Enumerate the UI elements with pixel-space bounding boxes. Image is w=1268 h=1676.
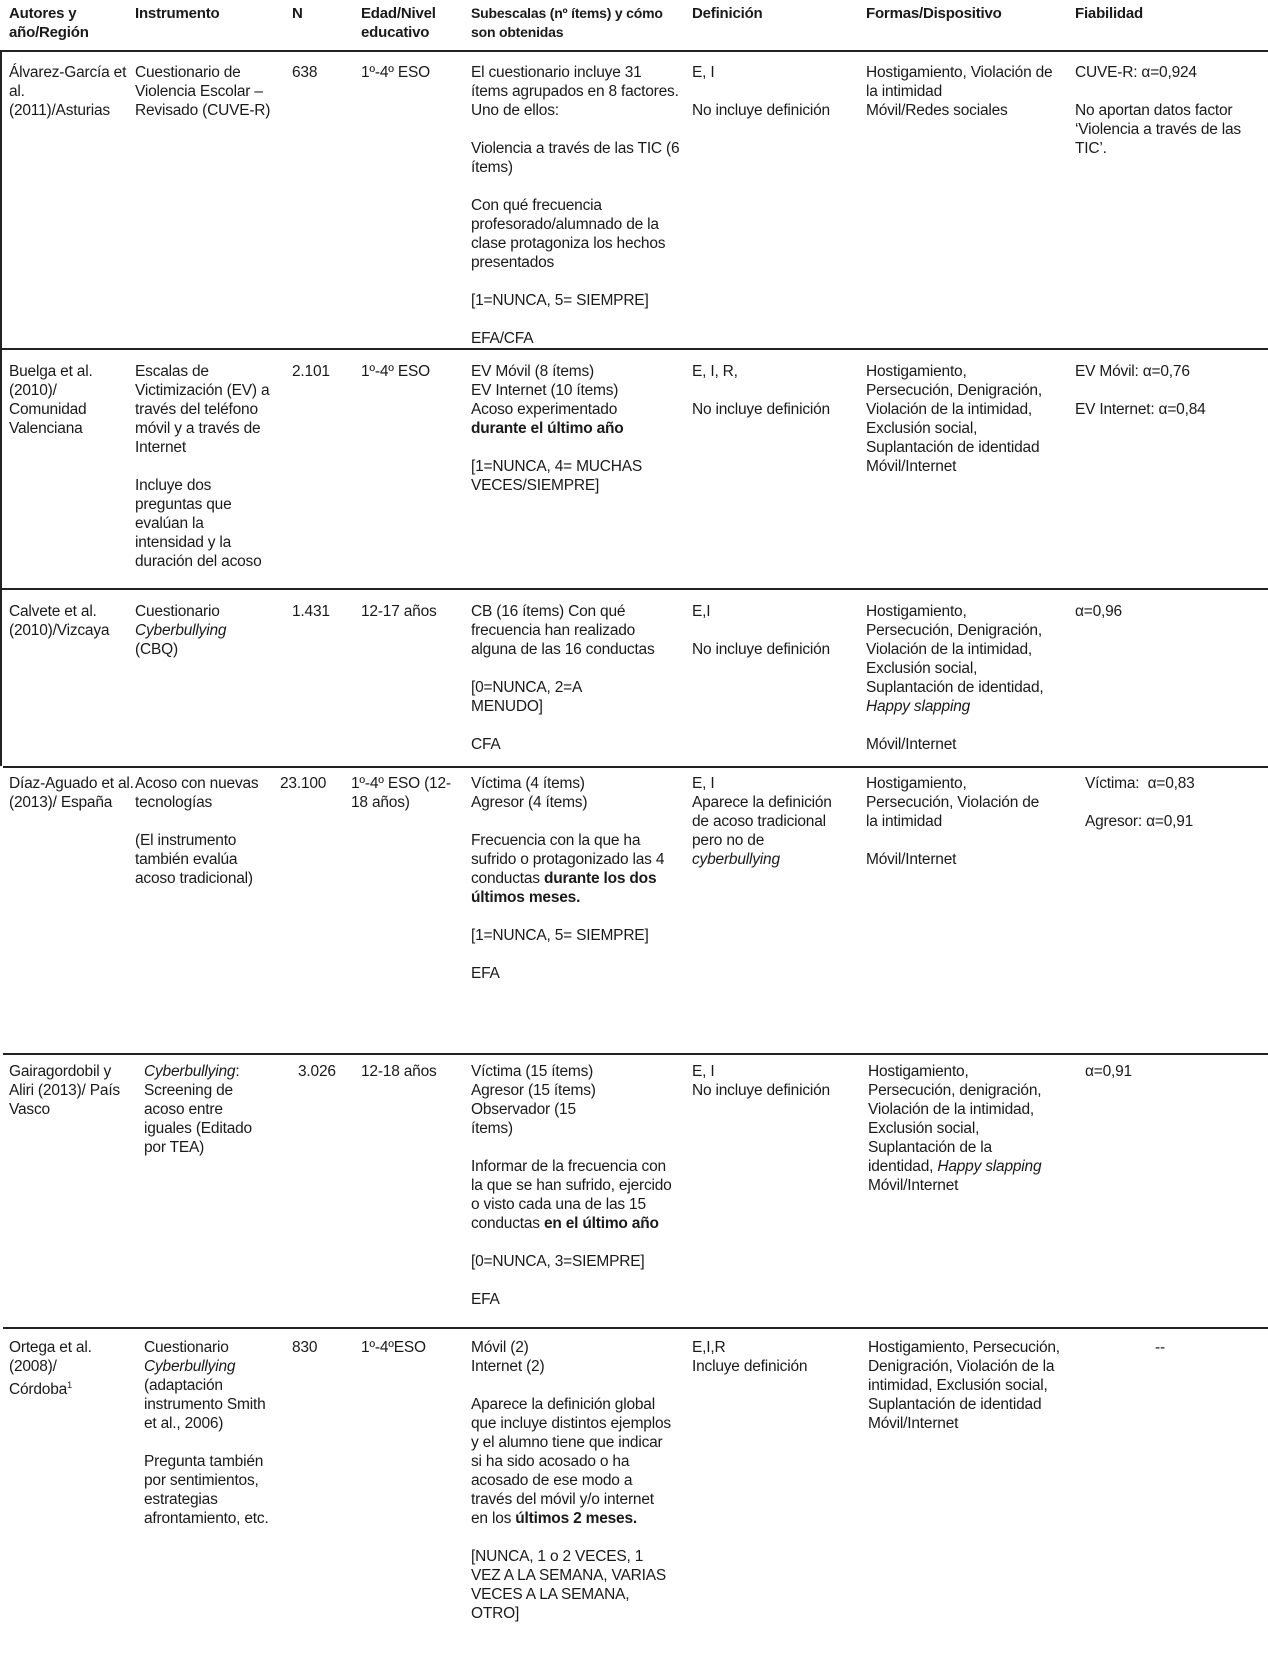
cell-fiabilidad: -- — [1155, 1339, 1165, 1356]
fiabilidad-value: Agresor: α=0,91 — [1085, 813, 1194, 830]
formas-list: Hostigamiento, Persecución, Denigración, Violación de la intimidad, Exclusión social, Suplantación de identidad, — [866, 603, 1044, 696]
header-divider — [0, 50, 1268, 52]
cell-subescalas — [471, 63, 681, 348]
definicion-body: Aparece la definición de acoso tradicional pero no de — [692, 794, 832, 849]
formas-italic: Happy slapping — [937, 1158, 1042, 1175]
cell-n: 3.026 — [298, 1063, 336, 1080]
definicion-code: E, I, R, — [692, 363, 738, 380]
subescalas-method: EFA — [471, 965, 500, 982]
cell-instrumento — [135, 602, 270, 659]
subescalas-items: Móvil (2) Internet (2) — [471, 1339, 545, 1375]
formas-device: Móvil/Redes sociales — [866, 102, 1008, 119]
definicion-code: E, I — [692, 1063, 715, 1080]
cell-autores: Buelga et al. (2010)/ Comunidad Valenciana — [9, 363, 93, 437]
subescalas-scale: [0=NUNCA, 2=A MENUDO] — [471, 679, 582, 715]
cell-formas — [866, 602, 1056, 754]
definicion-text: No incluye definición — [692, 102, 830, 119]
instrumento-note: Incluye dos preguntas que evalúan la intensidad y la duración del acoso — [135, 477, 262, 570]
subescalas-text — [471, 1395, 671, 1528]
formas-device: Móvil/Internet — [866, 458, 957, 475]
instrumento-abbr: (CBQ) — [135, 641, 178, 658]
cell-formas — [866, 63, 1066, 120]
definicion-text: No incluye definición — [692, 1082, 830, 1099]
left-border — [0, 588, 2, 766]
period-emphasis: últimos 2 meses. — [515, 1510, 637, 1527]
subescalas-text — [471, 831, 681, 907]
cell-definicion — [692, 602, 862, 659]
header-autores: Autores y año/Región — [9, 5, 89, 41]
instrumento-italic: Cyberbullying — [144, 1063, 236, 1080]
definicion-text: No incluye definición — [692, 401, 830, 418]
cell-fiabilidad: α=0,91 — [1085, 1063, 1132, 1080]
cell-n: 23.100 — [280, 775, 327, 792]
cell-autores: Álvarez-García et al. (2011)/Asturias — [9, 64, 127, 119]
cell-instrumento — [135, 362, 270, 571]
instrumento-name — [144, 1338, 274, 1433]
subescalas-method: CFA — [471, 736, 501, 753]
header-fiabilidad: Fiabilidad — [1075, 5, 1144, 22]
formas-text: Hostigamiento, Persecución, Violación de la intimidad — [866, 775, 1040, 830]
question-text: Frecuencia con la que ha sufrido o protagonizado las 4 conductas — [471, 832, 665, 887]
formas-text: Hostigamiento, Violación de la intimidad — [866, 64, 1053, 100]
footnote-marker: 1 — [67, 1380, 72, 1390]
cell-formas — [868, 1338, 1063, 1433]
definicion-text: Incluye definición — [692, 1358, 808, 1375]
definicion-code: E,I,R — [692, 1339, 726, 1356]
fiabilidad-value: EV Móvil: α=0,76 — [1075, 363, 1190, 380]
cell-definicion — [692, 1062, 862, 1100]
definicion-code: E, I — [692, 64, 715, 81]
header-edad: Edad/Nivel educativo — [361, 5, 436, 41]
item-line: Acoso experimentado — [471, 401, 618, 418]
period-emphasis: durante los dos últimos meses. — [471, 870, 657, 906]
instrumento-note: (El instrumento también evalúa acoso tradicional) — [135, 832, 253, 887]
subescalas-items: Víctima (4 ítems) Agresor (4 ítems) — [471, 775, 588, 811]
instrumento-name: : Screening de acoso entre iguales (Editado por TEA) — [144, 1063, 252, 1156]
instrumento-italic: Cyberbullying — [135, 622, 227, 639]
row-divider — [3, 766, 1268, 768]
formas-list: Hostigamiento, Persecución, denigración, Violación de la intimidad, Exclusión social, Suplantación de la identidad, — [868, 1063, 1042, 1175]
header-instrumento: Instrumento — [135, 5, 220, 22]
question-text: Informar de la frecuencia con la que se han sufrido, ejercido o visto cada una de las 15 conductas — [471, 1158, 672, 1232]
autores-text: Ortega et al. (2008)/ Córdoba — [9, 1339, 92, 1399]
instrumento-name: Escalas de Victimización (EV) a través del teléfono móvil y a través de Internet — [135, 363, 270, 456]
cell-autores: Díaz-Aguado et al. (2013)/ España — [9, 775, 134, 811]
definicion-code: E,I — [692, 603, 711, 620]
formas-text: Hostigamiento, Persecución, Denigración, Violación de la intimidad, Exclusión social, Suplantación de identidad — [868, 1339, 1060, 1413]
instrumento-note: Pregunta también por sentimientos, estrategias afrontamiento, etc. — [144, 1453, 269, 1527]
cell-n: 1.431 — [292, 603, 330, 620]
cell-formas — [868, 1062, 1058, 1195]
cell-subescalas — [471, 1062, 681, 1309]
cell-autores: Gairagordobil y Aliri (2013)/ País Vasco — [9, 1063, 120, 1118]
cell-edad: 1º-4º ESO — [361, 64, 430, 81]
fiabilidad-value: CUVE-R: α=0,924 — [1075, 64, 1197, 81]
cell-n: 830 — [292, 1339, 318, 1356]
cell-fiabilidad — [1075, 362, 1268, 419]
formas-text — [866, 602, 1056, 716]
item-line: EV Internet (10 ítems) — [471, 382, 619, 399]
cell-edad: 1º-4º ESO — [361, 363, 430, 380]
subescalas-scale: [1=NUNCA, 5= SIEMPRE] — [471, 927, 649, 944]
subescalas-method: EFA — [471, 1291, 500, 1308]
instrumento-pre: Cuestionario — [144, 1339, 229, 1356]
subescalas-question: Con qué frecuencia profesorado/alumnado de la clase protagoniza los hechos presentados — [471, 197, 666, 271]
left-border — [0, 348, 2, 588]
table-header — [0, 4, 1268, 48]
instrumento-name: Acoso con nuevas tecnologías — [135, 775, 259, 811]
subescalas-factor: Violencia a través de las TIC (6 ítems) — [471, 140, 680, 176]
left-border — [0, 50, 2, 348]
cell-instrumento — [144, 1338, 274, 1528]
cell-formas — [866, 774, 1051, 869]
formas-device: Móvil/Internet — [866, 736, 957, 753]
cell-definicion — [692, 774, 842, 869]
fiabilidad-value: EV Internet: α=0,84 — [1075, 401, 1206, 418]
cell-subescalas — [471, 1338, 671, 1623]
cell-edad: 12-18 años — [361, 1063, 437, 1080]
cell-edad: 1º-4º ESO (12-18 años) — [351, 775, 451, 811]
item-line: EV Móvil (8 ítems) — [471, 363, 595, 380]
cell-autores: Calvete et al. (2010)/Vizcaya — [9, 603, 110, 639]
header-subescalas: Subescalas (nº ítems) y cómo son obtenidas — [471, 5, 663, 40]
subescalas-scale: [NUNCA, 1 o 2 VECES, 1 VEZ A LA SEMANA, VARIAS VECES A LA SEMANA, OTRO] — [471, 1548, 666, 1622]
cell-fiabilidad — [1085, 774, 1265, 831]
instrumento-name: Cuestionario — [135, 603, 220, 620]
cell-definicion — [692, 362, 862, 419]
instrumento-post: (adaptación instrumento Smith et al., 2006) — [144, 1377, 266, 1432]
period-emphasis: durante el último año — [471, 420, 624, 437]
header-formas: Formas/Dispositivo — [866, 5, 1002, 22]
fiabilidad-value: Víctima: α=0,83 — [1085, 775, 1195, 792]
cell-n: 2.101 — [292, 363, 330, 380]
definicion-text: No incluye definición — [692, 641, 830, 658]
row-divider — [3, 1053, 1268, 1055]
formas-text — [868, 1062, 1058, 1176]
subescalas-scale: [1=NUNCA, 4= MUCHAS VECES/SIEMPRE] — [471, 458, 643, 494]
definicion-italic: cyberbullying — [692, 851, 780, 868]
cell-edad: 12-17 años — [361, 603, 437, 620]
definicion-code: E, I — [692, 775, 715, 792]
formas-text: Hostigamiento, Persecución, Denigración, Violación de la intimidad, Exclusión social, Suplantación de identidad — [866, 363, 1042, 456]
cell-fiabilidad — [1075, 63, 1268, 158]
subescalas-scale: [1=NUNCA, 5= SIEMPRE] — [471, 292, 649, 309]
header-definicion: Definición — [692, 5, 763, 22]
formas-italic: Happy slapping — [866, 698, 971, 715]
definicion-text — [692, 793, 842, 869]
cell-autores — [9, 1338, 119, 1399]
cell-fiabilidad: α=0,96 — [1075, 603, 1122, 620]
row-divider — [3, 1327, 1268, 1329]
formas-device: Móvil/Internet — [866, 851, 957, 868]
cell-instrumento: Cuestionario de Violencia Escolar – Revisado (CUVE-R) — [135, 64, 271, 119]
cell-n: 638 — [292, 64, 318, 81]
header-n: N — [292, 5, 303, 22]
cell-definicion — [692, 1338, 862, 1376]
subescalas-items: CB (16 ítems) Con qué frecuencia han realizado alguna de las 16 conductas — [471, 603, 655, 658]
subescalas-text — [471, 1157, 681, 1233]
subescalas-scale: [0=NUNCA, 3=SIEMPRE] — [471, 1253, 645, 1270]
cell-edad: 1º-4ºESO — [361, 1339, 426, 1356]
instrumento-italic: Cyberbullying — [144, 1358, 236, 1375]
row-divider — [0, 348, 1268, 350]
cell-subescalas — [471, 774, 681, 983]
row-divider — [0, 588, 1268, 590]
subescalas-items — [471, 362, 681, 438]
question-text: Aparece la definición global que incluye distintos ejemplos y el alumno tiene que indicar si ha sido acosado o ha acosado de ese modo a través del móvil y/o internet en los — [471, 1396, 671, 1527]
formas-device: Móvil/Internet — [868, 1177, 959, 1194]
subescalas-method: EFA/CFA — [471, 330, 534, 347]
formas-device: Móvil/Internet — [868, 1415, 959, 1432]
cell-subescalas — [471, 362, 681, 495]
subescalas-intro: El cuestionario incluye 31 ítems agrupados en 8 factores. Uno de ellos: — [471, 64, 679, 119]
cell-instrumento — [144, 1062, 264, 1157]
cell-formas — [866, 362, 1056, 476]
cell-definicion — [692, 63, 862, 120]
period-emphasis: en el último año — [543, 1215, 659, 1232]
cell-instrumento — [135, 774, 265, 888]
cell-subescalas — [471, 602, 681, 754]
subescalas-items: Víctima (15 ítems) Agresor (15 ítems) Observador (15 ítems) — [471, 1063, 596, 1137]
fiabilidad-note: No aportan datos factor ‘Violencia a través de las TIC’. — [1075, 102, 1241, 157]
